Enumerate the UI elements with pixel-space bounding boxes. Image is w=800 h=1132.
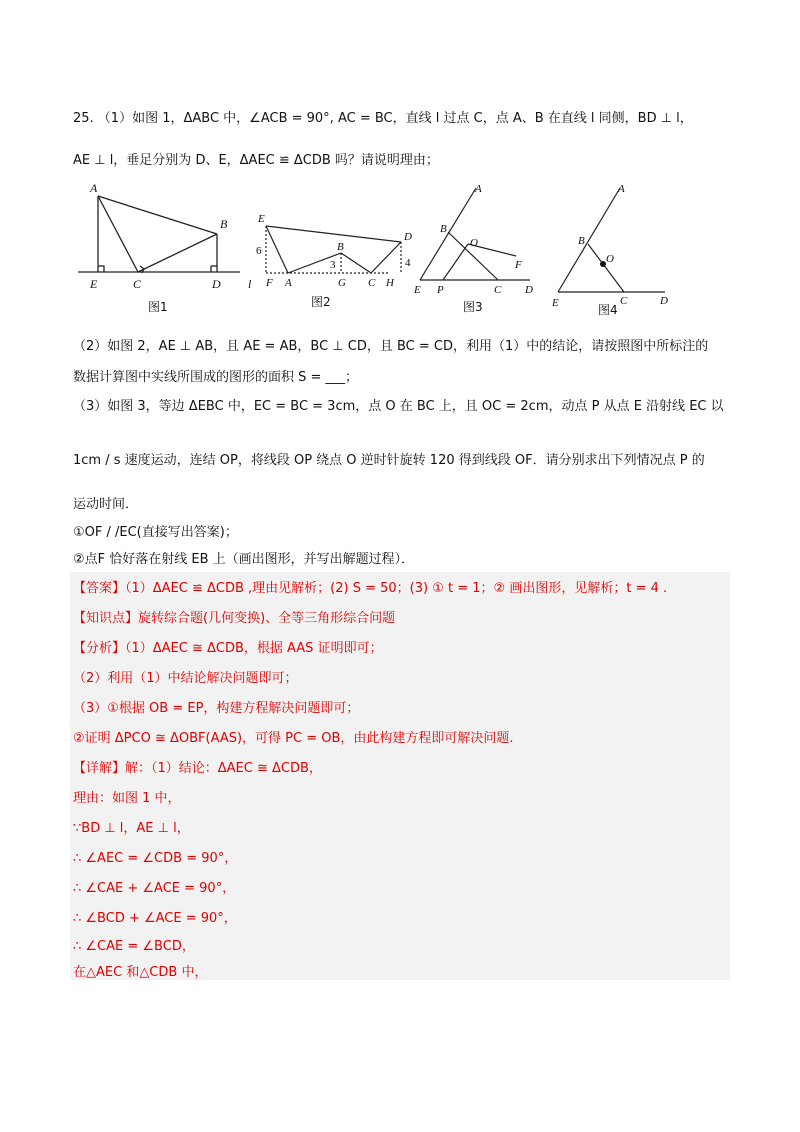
q3-sub-2: ②点F 恰好落在射线 EB 上（画出图形，并写出解题过程）． — [73, 552, 415, 567]
fig1-label-b: B — [220, 217, 228, 231]
analysis-line-4: ②证明 ΔPCO ≅ ΔOBF(AAS)，可得 PC = OB，由此构建方程即可解决问题. — [73, 731, 514, 746]
fig1-caption: 图1 — [148, 300, 168, 314]
analysis-line-1: 【分析】（1）ΔAEC ≅ ΔCDB，根据 AAS 证明即可； — [73, 641, 383, 656]
analysis-line-3: （3）①根据 OB = EP，构建方程解决问题即可； — [73, 701, 360, 716]
detail-line-8: 在△AEC 和△CDB 中， — [73, 965, 208, 980]
fig1-label-d: D — [212, 277, 221, 291]
q3-sub-1: ①OF / /EC(直接写出答案)； — [73, 525, 238, 540]
fig1-label-e: E — [90, 277, 98, 291]
fig2-caption: 图2 — [311, 295, 331, 309]
fig1-label-a: A — [90, 181, 98, 195]
q1-line-2: AE ⊥ l，垂足分别为 D、E，ΔAEC ≌ ΔCDB 吗？请说明理由； — [73, 153, 439, 168]
fig4-label-a: A — [618, 183, 625, 195]
fig1-label-c: C — [133, 277, 142, 291]
detail-line-5: ∴ ∠CAE + ∠ACE = 90°， — [73, 881, 236, 896]
fig4-label-d: D — [660, 295, 668, 307]
fig3-label-o: O — [470, 237, 478, 249]
detail-line-1: 【详解】解：（1）结论：ΔAEC ≅ ΔCDB， — [73, 761, 322, 776]
fig2-label-g: G — [338, 277, 346, 289]
fig4-caption: 图4 — [598, 303, 618, 317]
fig3-label-e: E — [414, 284, 421, 296]
knowledge-point-line: 【知识点】旋转综合题(几何变换)、全等三角形综合问题 — [73, 611, 396, 626]
fig4-label-e: E — [552, 297, 559, 309]
figures — [70, 178, 690, 318]
fig3-label-p: P — [437, 284, 444, 296]
fig1-label-l: l — [248, 277, 252, 291]
figure-3 — [420, 188, 530, 280]
fig3-label-a: A — [475, 183, 482, 195]
q3-line-2: 1cm / s 速度运动，连结 OP，将线段 OP 绕点 O 逆时针旋转 120 得到线段 OF．请分别求出下列情况点 P 的 — [73, 453, 705, 468]
fig2-label-a: A — [285, 277, 292, 289]
fig2-label-b: B — [337, 241, 344, 253]
fig2-label-c: C — [368, 277, 376, 289]
fig3-label-b: B — [440, 223, 447, 235]
fig2-label-3: 3 — [330, 259, 336, 271]
figure-4 — [558, 188, 665, 292]
fig3-label-d: D — [525, 284, 533, 296]
fig2-label-6: 6 — [256, 245, 262, 257]
analysis-line-2: （2）利用（1）中结论解决问题即可； — [73, 671, 298, 686]
fig4-label-o: O — [606, 253, 614, 265]
detail-line-4: ∴ ∠AEC = ∠CDB = 90°， — [73, 851, 238, 866]
q2-line-1: （2）如图 2，AE ⊥ AB，且 AE = AB，BC ⊥ CD，且 BC = CD，利用（1）中的结论，请按照图中所标注的 — [73, 339, 709, 354]
fig2-label-d: D — [404, 231, 412, 243]
q2-line-2: 数据计算图中实线所围成的图形的面积 S = ___； — [73, 370, 359, 385]
fig2-label-h: H — [386, 277, 394, 289]
q3-line-1: （3）如图 3，等边 ΔEBC 中，EC = BC = 3cm，点 O 在 BC 上，且 OC = 2cm，动点 P 从点 E 沿射线 EC 以 — [73, 399, 724, 414]
figure-1 — [78, 196, 240, 273]
q3-line-3: 运动时间． — [73, 497, 139, 512]
detail-line-6: ∴ ∠BCD + ∠ACE = 90°， — [73, 911, 237, 926]
fig3-label-c: C — [494, 284, 502, 296]
q1-line-1: 25. （1）如图 1，ΔABC 中，∠ACB = 90°, AC = BC，直线 l 过点 C，点 A、B 在直线 l 同侧，BD ⊥ l， — [73, 111, 693, 126]
detail-line-2: 理由：如图 1 中， — [73, 791, 181, 806]
fig3-label-f: F — [515, 259, 522, 271]
detail-line-7: ∴ ∠CAE = ∠BCD， — [73, 939, 195, 954]
detail-line-3: ∵BD ⊥ l，AE ⊥ l， — [73, 821, 190, 836]
fig2-label-e: E — [258, 213, 265, 225]
fig3-caption: 图3 — [463, 300, 483, 314]
fig2-label-4: 4 — [405, 257, 411, 269]
fig4-label-b: B — [578, 235, 585, 247]
fig4-label-c: C — [620, 295, 628, 307]
fig2-label-f: F — [266, 277, 273, 289]
answer-line: 【答案】（1）ΔAEC ≌ ΔCDB ,理由见解析；(2) S = 50；(3) ① t = 1；② 画出图形，见解析；t = 4 . — [73, 581, 668, 596]
